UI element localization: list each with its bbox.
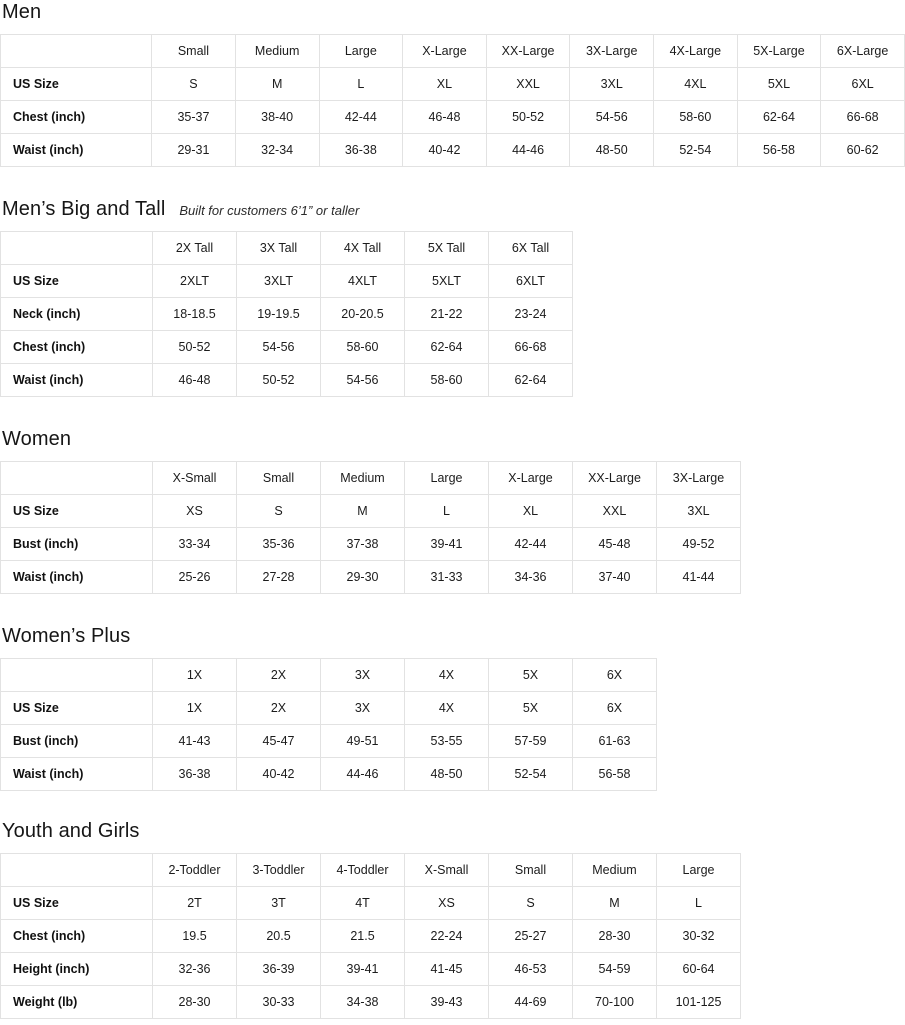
table-cell: 3XL	[570, 68, 654, 101]
table-cell: 32-36	[153, 953, 237, 986]
table-row	[1, 692, 657, 725]
table-cell: 41-44	[657, 561, 741, 594]
column-header: 2X	[237, 659, 321, 692]
table-cell: 49-51	[321, 725, 405, 758]
table-cell: 3X	[321, 692, 405, 725]
corner-cell	[1, 35, 152, 68]
section-women	[0, 427, 905, 594]
table-cell: 34-36	[489, 561, 573, 594]
table-cell: 4T	[321, 887, 405, 920]
section-bigtall-header	[0, 197, 905, 231]
plus-table-body	[1, 692, 657, 791]
table-cell: 25-26	[153, 561, 237, 594]
column-header: 3X-Large	[657, 462, 741, 495]
column-header: X-Large	[489, 462, 573, 495]
table-cell: 62-64	[737, 101, 821, 134]
section-women-table-wrap	[0, 461, 905, 594]
section-men-title: Men	[2, 1, 42, 23]
table-row	[1, 920, 741, 953]
table-cell: 3T	[237, 887, 321, 920]
column-header: Small	[152, 35, 236, 68]
table-cell: 70-100	[573, 986, 657, 1019]
table-cell: 42-44	[319, 101, 403, 134]
table-cell: 3XLT	[237, 265, 321, 298]
table-cell: XS	[405, 887, 489, 920]
table-cell: 48-50	[405, 758, 489, 791]
section-men-header	[0, 0, 905, 34]
table-row	[1, 887, 741, 920]
table-cell: 29-31	[152, 134, 236, 167]
row-label: US Size	[1, 692, 153, 725]
section-mens-big-and-tall	[0, 197, 905, 397]
table-cell: M	[235, 68, 319, 101]
column-header: 3X-Large	[570, 35, 654, 68]
table-cell: 18-18.5	[153, 298, 237, 331]
table-cell: 46-53	[489, 953, 573, 986]
table-cell: 61-63	[573, 725, 657, 758]
table-cell: 46-48	[153, 364, 237, 397]
section-plus-header	[0, 624, 905, 658]
table-cell: L	[319, 68, 403, 101]
column-header: Large	[405, 462, 489, 495]
table-cell: 44-46	[321, 758, 405, 791]
column-header: XX-Large	[573, 462, 657, 495]
table-cell: 36-38	[319, 134, 403, 167]
bigtall-table-body	[1, 265, 573, 397]
table-cell: 32-34	[235, 134, 319, 167]
table-cell: 19.5	[153, 920, 237, 953]
row-label: US Size	[1, 887, 153, 920]
table-row	[1, 725, 657, 758]
table-cell: 40-42	[403, 134, 487, 167]
table-cell: 54-56	[321, 364, 405, 397]
table-cell: XXL	[573, 495, 657, 528]
table-cell: 36-39	[237, 953, 321, 986]
table-header-row	[1, 35, 905, 68]
table-cell: 52-54	[489, 758, 573, 791]
column-header: Medium	[573, 854, 657, 887]
section-women-header	[0, 427, 905, 461]
youth-table-body	[1, 887, 741, 1019]
table-cell: 30-32	[657, 920, 741, 953]
column-header: 4X Tall	[321, 232, 405, 265]
table-cell: 66-68	[821, 101, 905, 134]
table-cell: 38-40	[235, 101, 319, 134]
table-cell: 54-56	[237, 331, 321, 364]
column-header: 2-Toddler	[153, 854, 237, 887]
table-cell: 3XL	[657, 495, 741, 528]
table-cell: 60-64	[657, 953, 741, 986]
section-plus-table-wrap	[0, 658, 905, 791]
table-cell: XS	[153, 495, 237, 528]
table-cell: 5XL	[737, 68, 821, 101]
row-label: Bust (inch)	[1, 528, 153, 561]
table-cell: 5XLT	[405, 265, 489, 298]
table-row	[1, 265, 573, 298]
table-cell: 6XLT	[489, 265, 573, 298]
table-cell: S	[237, 495, 321, 528]
row-label: Waist (inch)	[1, 364, 153, 397]
table-cell: 39-41	[405, 528, 489, 561]
table-row	[1, 68, 905, 101]
bigtall-size-table	[0, 231, 573, 397]
table-cell: XL	[403, 68, 487, 101]
table-cell: 4X	[405, 692, 489, 725]
table-row	[1, 758, 657, 791]
table-cell: M	[321, 495, 405, 528]
plus-table-head	[1, 659, 657, 692]
table-cell: 33-34	[153, 528, 237, 561]
column-header: XX-Large	[486, 35, 570, 68]
table-cell: 58-60	[405, 364, 489, 397]
table-cell: 36-38	[153, 758, 237, 791]
table-cell: 50-52	[486, 101, 570, 134]
table-cell: 54-56	[570, 101, 654, 134]
column-header: Large	[657, 854, 741, 887]
row-label: Chest (inch)	[1, 920, 153, 953]
column-header: 1X	[153, 659, 237, 692]
table-cell: 28-30	[573, 920, 657, 953]
table-cell: 56-58	[573, 758, 657, 791]
table-cell: 44-46	[486, 134, 570, 167]
section-youth-and-girls	[0, 819, 905, 1019]
table-cell: 41-43	[153, 725, 237, 758]
table-cell: 45-47	[237, 725, 321, 758]
section-women-title: Women	[2, 428, 72, 450]
womens-plus-size-table	[0, 658, 657, 791]
table-cell: XXL	[486, 68, 570, 101]
column-header: 6X-Large	[821, 35, 905, 68]
men-table-body	[1, 68, 905, 167]
table-cell: 22-24	[405, 920, 489, 953]
column-header: 5X Tall	[405, 232, 489, 265]
table-cell: 52-54	[654, 134, 738, 167]
table-cell: 21.5	[321, 920, 405, 953]
section-youth-table-wrap	[0, 853, 905, 1019]
table-row	[1, 953, 741, 986]
table-cell: M	[573, 887, 657, 920]
section-spacer	[0, 594, 905, 624]
table-cell: 2XLT	[153, 265, 237, 298]
row-label: Neck (inch)	[1, 298, 153, 331]
row-label: US Size	[1, 265, 153, 298]
table-cell: 41-45	[405, 953, 489, 986]
table-cell: 53-55	[405, 725, 489, 758]
table-cell: 31-33	[405, 561, 489, 594]
column-header: 4-Toddler	[321, 854, 405, 887]
column-header: 5X	[489, 659, 573, 692]
row-label: US Size	[1, 495, 153, 528]
column-header: 2X Tall	[153, 232, 237, 265]
men-size-table	[0, 34, 905, 167]
section-bigtall-title: Men’s Big and Tall	[2, 198, 166, 220]
column-header: 3-Toddler	[237, 854, 321, 887]
table-cell: 25-27	[489, 920, 573, 953]
table-cell: 42-44	[489, 528, 573, 561]
table-cell: 27-28	[237, 561, 321, 594]
column-header: Large	[319, 35, 403, 68]
table-cell: 34-38	[321, 986, 405, 1019]
table-cell: 2X	[237, 692, 321, 725]
table-cell: 19-19.5	[237, 298, 321, 331]
corner-cell	[1, 854, 153, 887]
corner-cell	[1, 659, 153, 692]
row-label: US Size	[1, 68, 152, 101]
column-header: 6X	[573, 659, 657, 692]
women-table-body	[1, 495, 741, 594]
table-cell: 35-37	[152, 101, 236, 134]
table-row	[1, 561, 741, 594]
table-header-row	[1, 232, 573, 265]
row-label: Chest (inch)	[1, 101, 152, 134]
section-youth-title: Youth and Girls	[2, 820, 140, 842]
table-cell: S	[489, 887, 573, 920]
table-cell: 62-64	[489, 364, 573, 397]
section-men	[0, 0, 905, 167]
column-header: X-Small	[153, 462, 237, 495]
column-header: Medium	[235, 35, 319, 68]
table-cell: 29-30	[321, 561, 405, 594]
table-cell: 4XLT	[321, 265, 405, 298]
table-cell: L	[657, 887, 741, 920]
section-bigtall-subtitle: Built for customers 6’1” or taller	[179, 203, 360, 218]
table-header-row	[1, 854, 741, 887]
women-size-table	[0, 461, 741, 594]
row-label: Height (inch)	[1, 953, 153, 986]
table-header-row	[1, 659, 657, 692]
section-spacer	[0, 791, 905, 819]
table-header-row	[1, 462, 741, 495]
table-cell: 1X	[153, 692, 237, 725]
table-cell: 6X	[573, 692, 657, 725]
column-header: Small	[489, 854, 573, 887]
table-cell: 54-59	[573, 953, 657, 986]
table-cell: 50-52	[237, 364, 321, 397]
men-table-head	[1, 35, 905, 68]
row-label: Weight (lb)	[1, 986, 153, 1019]
table-cell: XL	[489, 495, 573, 528]
column-header: 3X Tall	[237, 232, 321, 265]
table-cell: 49-52	[657, 528, 741, 561]
column-header: X-Large	[403, 35, 487, 68]
table-cell: 60-62	[821, 134, 905, 167]
table-cell: 37-38	[321, 528, 405, 561]
table-row	[1, 364, 573, 397]
column-header: X-Small	[405, 854, 489, 887]
table-cell: 66-68	[489, 331, 573, 364]
table-row	[1, 986, 741, 1019]
table-row	[1, 298, 573, 331]
table-cell: 20-20.5	[321, 298, 405, 331]
youth-size-table	[0, 853, 741, 1019]
corner-cell	[1, 232, 153, 265]
table-cell: 23-24	[489, 298, 573, 331]
section-spacer	[0, 397, 905, 427]
table-cell: 48-50	[570, 134, 654, 167]
table-cell: 39-43	[405, 986, 489, 1019]
row-label: Waist (inch)	[1, 561, 153, 594]
table-cell: 2T	[153, 887, 237, 920]
bigtall-table-head	[1, 232, 573, 265]
table-row	[1, 134, 905, 167]
table-cell: S	[152, 68, 236, 101]
table-cell: 58-60	[654, 101, 738, 134]
row-label: Bust (inch)	[1, 725, 153, 758]
corner-cell	[1, 462, 153, 495]
section-men-table-wrap	[0, 34, 905, 167]
column-header: 6X Tall	[489, 232, 573, 265]
section-youth-header	[0, 819, 905, 853]
section-spacer	[0, 167, 905, 197]
table-cell: 58-60	[321, 331, 405, 364]
table-cell: 4XL	[654, 68, 738, 101]
table-cell: 57-59	[489, 725, 573, 758]
youth-table-head	[1, 854, 741, 887]
table-cell: 6XL	[821, 68, 905, 101]
table-cell: 62-64	[405, 331, 489, 364]
table-cell: 39-41	[321, 953, 405, 986]
column-header: 4X-Large	[654, 35, 738, 68]
table-cell: 46-48	[403, 101, 487, 134]
table-cell: 35-36	[237, 528, 321, 561]
table-cell: 37-40	[573, 561, 657, 594]
table-cell: 21-22	[405, 298, 489, 331]
table-cell: 40-42	[237, 758, 321, 791]
table-row	[1, 101, 905, 134]
table-cell: 30-33	[237, 986, 321, 1019]
table-cell: 50-52	[153, 331, 237, 364]
table-cell: 56-58	[737, 134, 821, 167]
column-header: Small	[237, 462, 321, 495]
column-header: Medium	[321, 462, 405, 495]
table-cell: 45-48	[573, 528, 657, 561]
row-label: Waist (inch)	[1, 134, 152, 167]
table-cell: 44-69	[489, 986, 573, 1019]
column-header: 5X-Large	[737, 35, 821, 68]
table-row	[1, 331, 573, 364]
row-label: Waist (inch)	[1, 758, 153, 791]
table-cell: L	[405, 495, 489, 528]
table-row	[1, 495, 741, 528]
column-header: 4X	[405, 659, 489, 692]
section-bigtall-table-wrap	[0, 231, 905, 397]
section-plus-title: Women’s Plus	[2, 625, 131, 647]
table-row	[1, 528, 741, 561]
table-cell: 101-125	[657, 986, 741, 1019]
table-cell: 28-30	[153, 986, 237, 1019]
women-table-head	[1, 462, 741, 495]
section-womens-plus	[0, 624, 905, 791]
table-cell: 5X	[489, 692, 573, 725]
row-label: Chest (inch)	[1, 331, 153, 364]
column-header: 3X	[321, 659, 405, 692]
table-cell: 20.5	[237, 920, 321, 953]
